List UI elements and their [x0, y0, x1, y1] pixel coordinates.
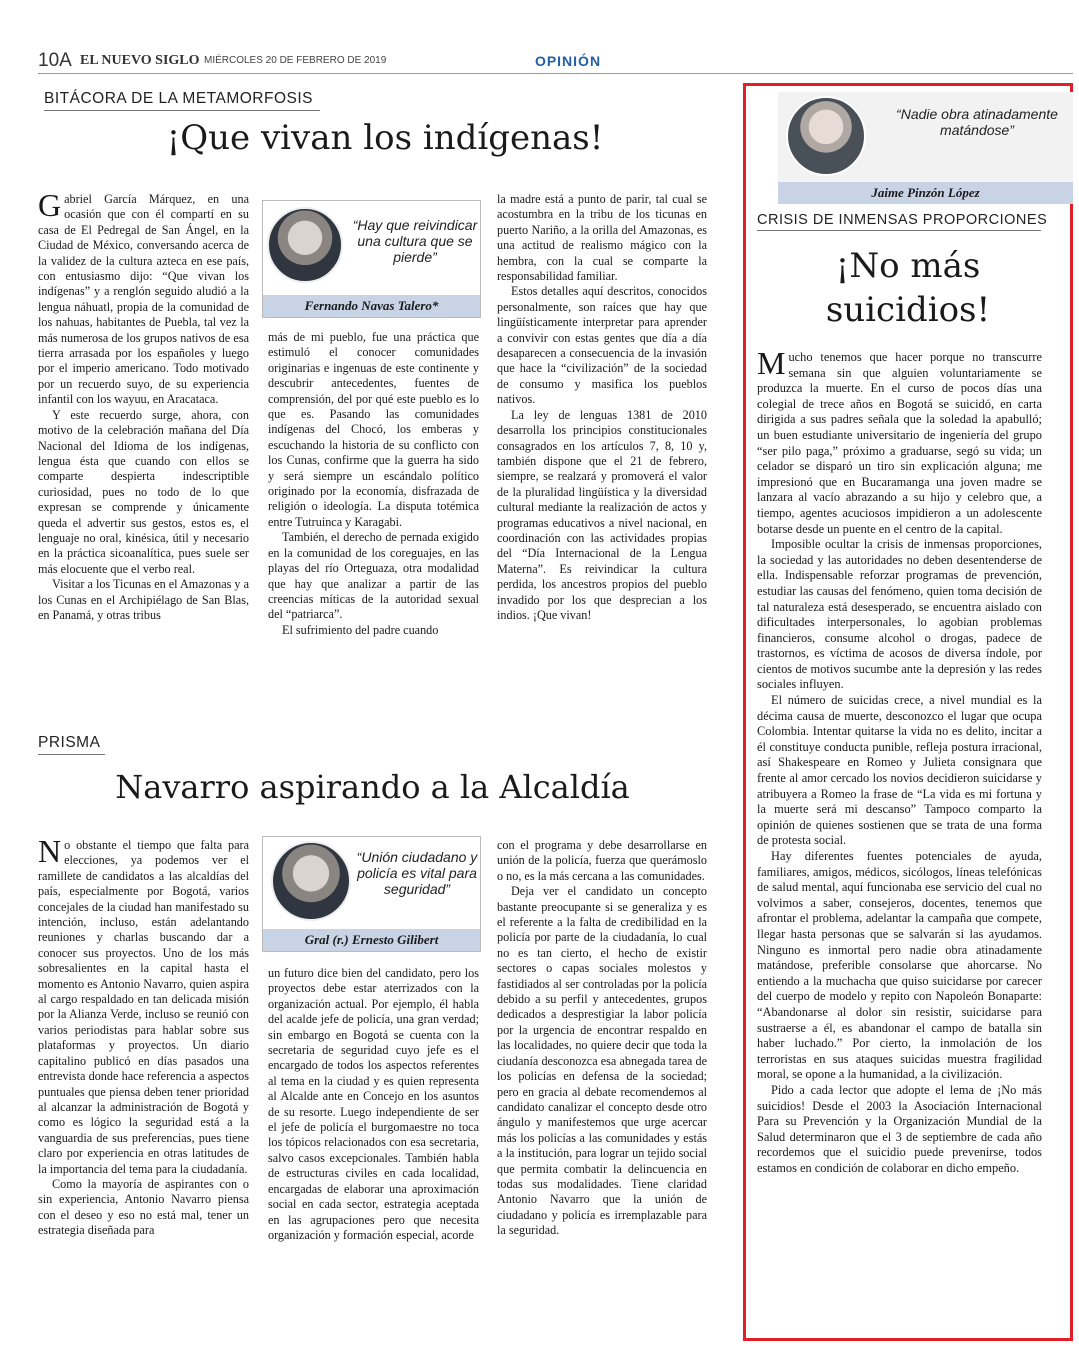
paragraph: la madre está a punto de parir, tal cual se acostumbra en la tribu de los ticunas en puerto Nariño, a la orilla del Amazonas, es una actitud de realismo mágico con la hembra, con la cual se comparte la responsabilidad familiar. [497, 192, 707, 284]
publication-name: EL NUEVO SIGLO [80, 53, 200, 68]
publication-date: MIÉRCOLES 20 DE FEBRERO DE 2019 [204, 55, 387, 66]
paragraph: con el programa y debe desarrollarse en unión de la policía, fuerza que querámoslo o no, es la más cercana a las comunidades. [497, 838, 707, 883]
article2-column-2 [268, 966, 479, 1292]
paragraph: Como la mayoría de aspirantes con o sin experiencia, Antonio Navarro piensa con el deseo y eso no está mal, tener un estrategia diseñada para [38, 1176, 249, 1238]
article3-title-line2: suicidios! [825, 290, 991, 330]
paragraph: El número de suicidas crece, a nivel mundial es la décima causa de muerte, desconozco el lugar que ocupa Colombia. Intentar quitarse la vida no es delito, incitar a él constituye conducta punible, refleja postura irracional, así Shakespeare en Romeo y Julieta consignara que frente al amor cercado los novios decidieron suicidarse y atribuyera a Romeo la frase de “La vida es mi fortuna y la muerte será mi descanso” Tampoco comparto la opinión de quienes sostienen que se trata de una forma de protesta social. [757, 693, 1042, 848]
paragraph: Estos detalles aquí descritos, conocidos personalmente, son raíces que hay que lingüísticamente interpretar para aprender a convivir con estas gentes que día a día desaparecen a consecuencia de la invasión que hace la “civilización” de la sociedad de consumo y masifica los pueblos nativos. [497, 284, 707, 407]
paragraph: o obstante el tiempo que falta para elecciones, ya podemos ver el ramillete de candidatos a las alcaldías del país, especialmente por Bogotá, varios concejales de la ciudad han manifestado su intención, incluso, están adelantando reuniones y charlas buscando dar a conocer sus proyectos. Uno de los más sobresalientes en la capital hasta el momento es Antonio Navarro, quien aspira al cargo respaldado en tan delicada misión por la Alianza Verde, incluso se reunió con varios periodistas para hablar sobre sus plataformas y proyectos. Un diario capitalino publicó en días pasados una entrevista donde hace referencia a aspectos puntuales que piensa deben tener prioridad al alcanzar la administración de Bogotá y como es lógico la seguridad está a la vanguardia de sus preferencias, pues tiene claro por experiencia en otras latitudes de la importancia del tema para la ciudadanía. [38, 838, 249, 1176]
article1-column-2 [268, 330, 479, 680]
paragraph: Pido a cada lector que adopte el lema de ¡No más suicidios! Desde el 2003 la Asociación Internacional Para su Prevención y la Organización Mundial de la Salud determinaron que el 3 de septiembre de cada año recordemos que el suicidio puede prevenirse, todos estamos en condición de colaborar en dicho empeño. [757, 1082, 1042, 1175]
author-name: Gral (r.) Ernesto Gilibert [263, 929, 480, 951]
article2-column-3 [497, 838, 707, 1292]
paragraph: más de mi pueblo, fue una práctica que estimuló el conocer comunidades originarias e ingenuas de este continente y descubrir antecedentes, fuentes de comprensión, del por qué este pueblo es lo que es. Pasando las comunidades indígenas del Chocó, los emberas y escuchando la historia de su conflicto con los Cunas, confirme que la guerra ha sido y será siempre un escándalo político originado por la economía, disfrazada de religión o ideología. La disputa totémica entre Tutruinca y Karagabi. [268, 330, 479, 529]
author-name: Fernando Navas Talero* [263, 295, 480, 317]
page-number: 10A [38, 50, 72, 71]
paragraph: Imposible ocultar la crisis de inmensas proporciones, la sociedad y las autoridades no deben desentenderse de ella. Indispensable reforzar programas de prevención, estudiar las causas del fenómeno, quien toma decisión de tal naturaleza está desesperado, se encuentra aislado con dificultades interpersonales, lo agobian problemas financieros, consume alcohol o drogas, padece de trastornos, es víctima de acosos de diversa índole, por cientos de motivos sucumbe ante la depresión y las redes sociales influyen. [757, 537, 1042, 692]
article1-title: ¡Que vivan los indígenas! [166, 118, 604, 158]
author-name: Jaime Pinzón López [778, 182, 1073, 204]
article2-kicker: PRISMA [38, 734, 105, 755]
article1-column-1 [38, 192, 249, 678]
article2-title: Navarro aspirando a la Alcaldía [115, 768, 630, 806]
article3-title-line1: ¡No más [835, 246, 981, 286]
paragraph: La ley de lenguas 1381 de 2010 desarrolla los principios constitucionales consagrados en los artículos 7, 8, 10 y, también dispone que el 21 de febrero, siempre, se realzará y promoverá el valor de la pluralidad lingüística y la diversidad cultural mediante la realización de actos y programas educativos a nivel nacional, en coordinación con las actividades propias del “Día Internacional de la Lengua Materna”. Es reivindicar la cultura perdida, los ancestros propios del pueblo invadido por los que desprecian a los indios. ¡Que vivan! [497, 407, 707, 622]
author-photo [271, 841, 351, 921]
article1-author-box [262, 200, 481, 318]
paragraph: Hay diferentes fuentes potenciales de ayuda, familiares, amigos, médicos, sicólogos, líneas telefónicas de salud mental, aquí funcionaba ese servicio del cual no volvimos a saber, consejeros, docentes, tenemos que afrontar el problema, adelantar la campaña que compete, llegar hasta personas que se salvarán si las ayudamos. Ninguno es inmortal pero nadie obra atinadamente matándose, preferible consolarse que ahorcarse. No entiendo a la muchacha que quiso suicidarse por carecer del cuerpo de modelo y repito con Napoleón Bonaparte: “Abandonarse al dolor sin resistir, suicidarse para sustraerse a él, es abandonar el campo de batalla sin haber luchado.” Por cierto, la inmolación de los terroristas en sus ataques suicidas muestra fragilidad moral, se opone a la humanidad, a la civilización. [757, 849, 1042, 1082]
drop-cap: M [757, 350, 786, 381]
drop-cap: G [38, 192, 62, 223]
author-photo [786, 96, 866, 176]
article3-column [757, 350, 1042, 1295]
author-quote: “Hay que reivindicar una cultura que se pierde” [352, 217, 478, 265]
author-quote: “Nadie obra atinadamente matándose” [896, 106, 1058, 138]
paragraph: El sufrimiento del padre cuando [282, 622, 439, 637]
paragraph: Visitar a los Ticunas en el Amazonas y a los Cunas en el Archipiélago de San Blas, en Panamá, y otras tribus [38, 577, 249, 622]
article2-column-1 [38, 838, 249, 1290]
paragraph: ucho tenemos que hacer porque no transcurre semana sin que alguien voluntariamente se produzca la muerte. En el curso de pocos días una colegial de trece años en Bogotá se suicidó, en carta dirigida a sus padres señala que la soledad la apabulló; un buen estudiante universitario de ingeniería del grupo “ser pilo paga,” próximo a graduarse, segó su vida; un celador se disparó un tiro sin explicación alguna; me impresionó que en Bucaramanga una joven madre se lanzara al vacío abrazando a su hijo y celebro que, a tiempo, agentes acuciosos impidieron a un adolescente botarse desde un puente en el centro de la capital. [757, 350, 1042, 536]
paragraph: un futuro dice bien del candidato, pero los proyectos debe estar aterrizados con la organización actual. Por ejemplo, él habla del acalde jefe de policía, una gran verdad; sin embargo en Bogotá se cuenta con la secretaria de seguridad cuyo jefe es el encargado de todos los aspectos referentes al tema en la ciudad y es quien representa al Alcalde ante en Concejo en los asuntos de su resorte. Luego independiente de ser el jefe de policía el burgomaestre no toca los tópicos relacionados con esa secretaria, salvo casos excepcionales. También habla de estructuras civiles en cada localidad, encargadas de elaborar una aproximación social en cada sector, estrategia aceptada en las agrupaciones pero que necesita organización y formación especial, acorde [268, 966, 479, 1242]
author-photo [267, 207, 343, 283]
article1-kicker: BITÁCORA DE LA METAMORFOSIS [44, 90, 320, 111]
author-quote: “Unión ciudadano y policía es vital para seguridad” [356, 849, 478, 897]
paragraph: Y este recuerdo surge, ahora, con motivo de la celebración mañana del Día Nacional del Idioma de los indígenas, lengua ésta que cuando con ellos se comparte despierta indescriptible curiosidad, pues no todo de lo que expresan se comprende y únicamente queda el advertir sus gestos, estos es, el lenguaje no oral, kinésica, útil y necesario en la práctica sicoanalítica, pues suele ser más elocuente que el verbo real. [38, 407, 249, 576]
section-name: OPINIÓN [534, 53, 602, 69]
article3-author-box [778, 92, 1073, 204]
article2-author-box [262, 836, 481, 952]
paragraph: Deja ver el candidato un concepto bastante preocupante si se generaliza y es el referente a la falta de credibilidad en la policía por parte de la ciudadanía, lo cual no es tan cierto, el hecho de existir sectores o capas sociales molestos y fastidiados al ser controladas por la policía debido a su perfil y antecedentes, grupos dedicados a desprestigiar la labor policía por la urgencia de encontrar respaldo en las localidades, no quiere decir que toda la ciudanía desconozca esa abnegada tarea de los policías en defensa de la sociedad; pero en gracia al debate recomendemos al candidato canalizar el concepto desde otro ángulo y manifestemos que urge acercar más los policías a las comunidades y estás a la institución, para lograr un tejido social que permita combatir la delincuencia en todas sus modalidades. Tiene claridad Antonio Navarro que la unión de ciudadano y policía es irremplazable para la seguridad. [497, 884, 707, 1238]
article1-column-3 [497, 192, 707, 678]
paragraph: abriel García Márquez, en una ocasión que con él compartí en su casa de El Pedregal de San Ángel, en la Ciudad de México, conversando acerca de la validez de la cultura azteca en ese país, con entusiasmo dijo: “Que vivan los indígenas” y a renglón seguido aludió a la lengua náhuatl, propia de la comunidad de los nahuas, habitantes de Puebla, tal vez la más numerosa de los grupos nativos de esa tierra arrasada por los españoles y luego por el imperio americano. Todo motivado por un recuerdo suyo, de su experiencia infantil con los wayuu, en Aracataca. [38, 192, 249, 407]
masthead [38, 50, 1073, 74]
article3-kicker: CRISIS DE INMENSAS PROPORCIONES [757, 212, 1041, 231]
paragraph: También, el derecho de pernada exigido en la comunidad de los coreguajes, en las playas del río Orteguaza, otra modalidad que hay que analizar a partir de las creencias míticas de la autoridad sexual del “patriarca”. [268, 530, 479, 622]
drop-cap: N [38, 838, 62, 869]
